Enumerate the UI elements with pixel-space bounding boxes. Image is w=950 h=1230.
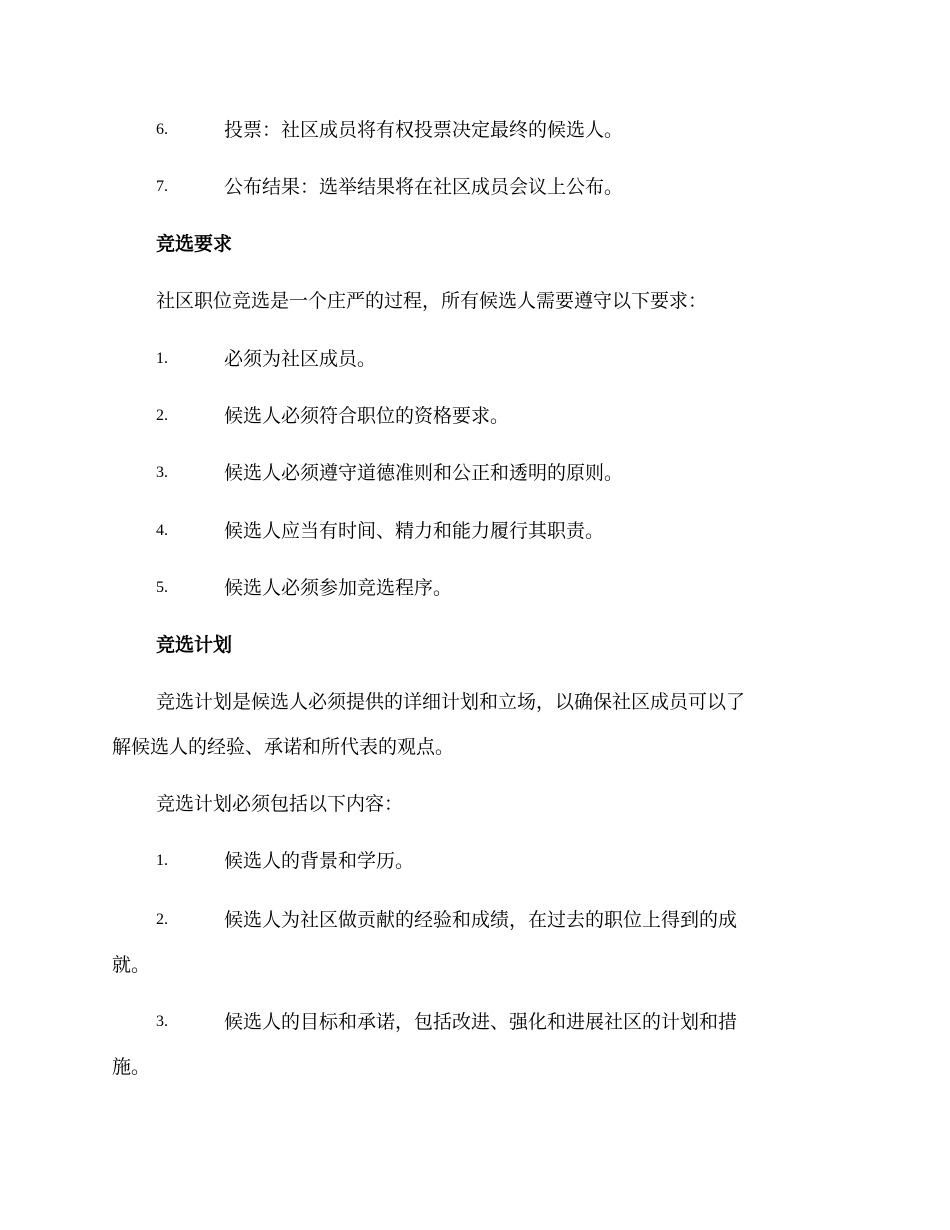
list-item-text: 候选人为社区做贡献的经验和成绩，在过去的职位上得到的成	[224, 909, 738, 931]
paragraph-text: 竞选计划是候选人必须提供的详细计划和立场，以确保社区成员可以了	[156, 691, 746, 713]
list-item-number: 4.	[156, 522, 168, 539]
list-item	[0, 846, 950, 876]
list-item-text: 施。	[112, 1056, 151, 1078]
list-item-text: 候选人必须符合职位的资格要求。	[224, 405, 510, 427]
list-item	[0, 344, 950, 374]
list-item-text: 必须为社区成员。	[224, 348, 377, 370]
list-item	[0, 458, 950, 488]
list-item-text: 投票：社区成员将有权投票决定最终的候选人。	[224, 119, 624, 141]
section-heading-requirements	[0, 229, 950, 259]
list-item-number: 1.	[156, 350, 168, 367]
list-item	[0, 401, 950, 431]
paragraph	[0, 286, 950, 316]
list-item-text: 候选人必须遵守道德准则和公正和透明的原则。	[224, 462, 624, 484]
list-item-number: 3.	[156, 464, 168, 481]
list-item-text: 候选人的背景和学历。	[224, 850, 415, 872]
list-item-number: 3.	[156, 1013, 168, 1030]
list-item-continuation	[0, 950, 950, 980]
paragraph-text: 竞选计划必须包括以下内容：	[156, 793, 404, 815]
paragraph	[0, 789, 950, 819]
list-item	[0, 573, 950, 603]
list-item-number: 2.	[156, 407, 168, 424]
paragraph-text: 解候选人的经验、承诺和所代表的观点。	[112, 736, 455, 758]
list-item-text: 候选人应当有时间、精力和能力履行其职责。	[224, 520, 605, 542]
list-item	[0, 172, 950, 202]
list-item	[0, 115, 950, 145]
list-item-text: 就。	[112, 954, 151, 976]
list-item-text: 候选人必须参加竞选程序。	[224, 577, 453, 599]
section-heading-plan	[0, 630, 950, 660]
list-item	[0, 905, 950, 935]
list-item-number: 6.	[156, 121, 168, 138]
list-item-number: 5.	[156, 579, 168, 596]
list-item-continuation	[0, 1052, 950, 1082]
list-item-text: 公布结果：选举结果将在社区成员会议上公布。	[224, 176, 624, 198]
list-item-number: 1.	[156, 852, 168, 869]
list-item	[0, 516, 950, 546]
section-heading-text: 竞选要求	[156, 233, 233, 255]
paragraph-line	[0, 732, 950, 762]
list-item-text: 候选人的目标和承诺，包括改进、强化和进展社区的计划和措	[224, 1011, 738, 1033]
paragraph-line	[0, 687, 950, 717]
list-item-number: 2.	[156, 911, 168, 928]
list-item	[0, 1007, 950, 1037]
list-item-number: 7.	[156, 178, 168, 195]
section-heading-text: 竞选计划	[156, 634, 233, 656]
paragraph-text: 社区职位竞选是一个庄严的过程，所有候选人需要遵守以下要求：	[156, 290, 708, 312]
